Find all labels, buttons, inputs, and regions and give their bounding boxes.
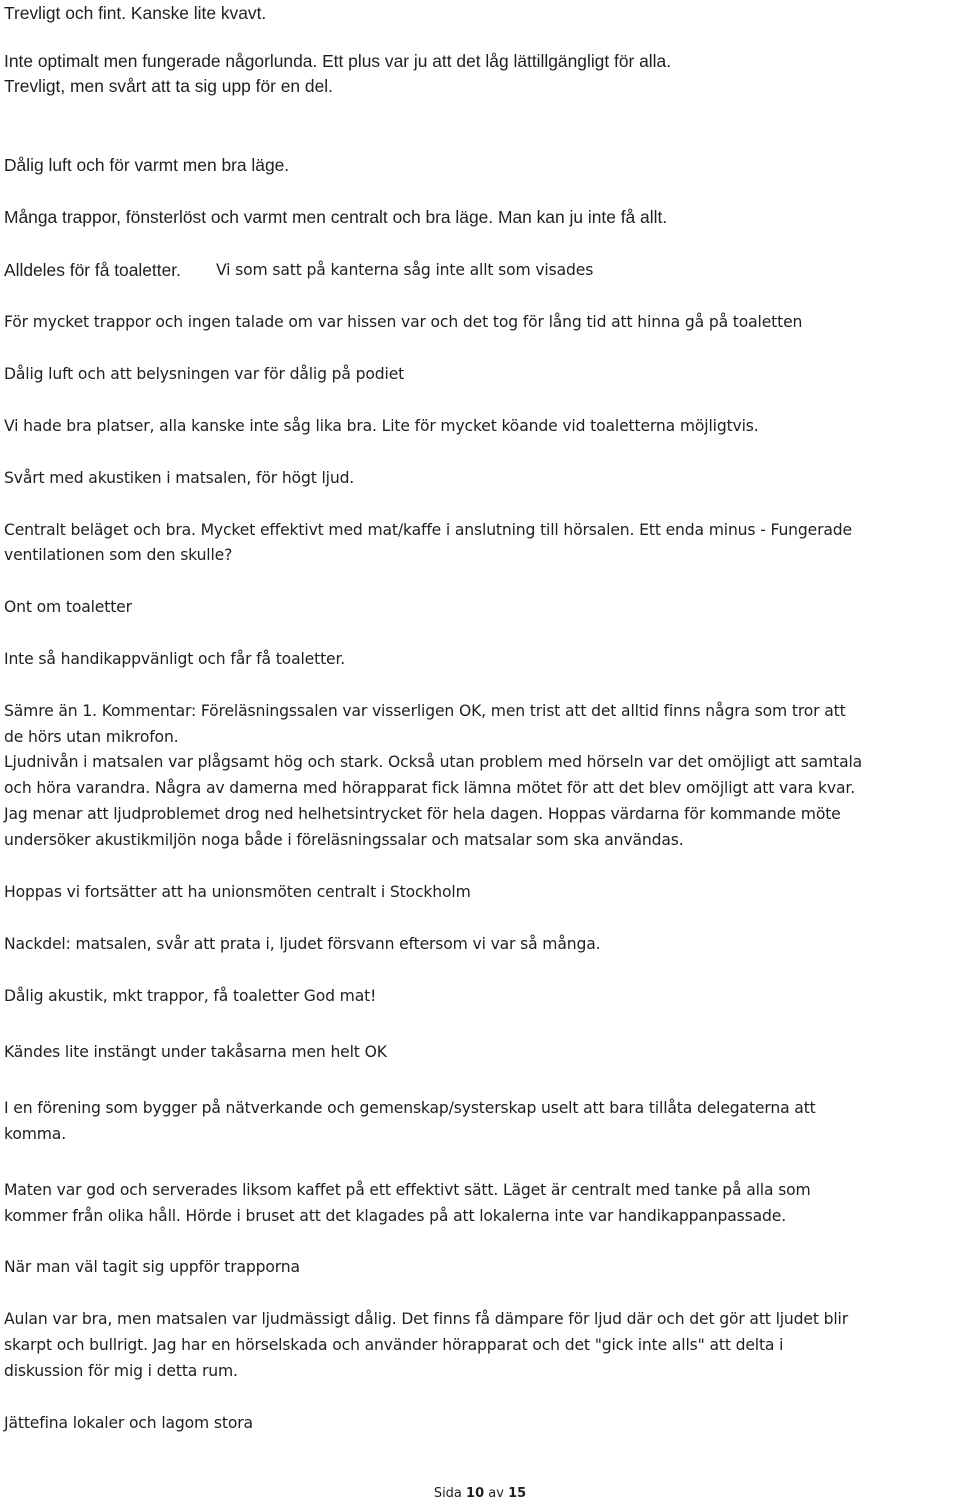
text-line: Dålig luft och att belysningen var för dålig på podiet [4, 365, 405, 383]
text-line: Svårt med akustiken i matsalen, för högt ljud. [4, 469, 355, 487]
page-number-footer [0, 1486, 960, 1501]
text-line: Sämre än 1. Kommentar: Föreläsningssalen var visserligen OK, men trist att det alltid finns några som tror att [4, 702, 846, 720]
text-line: Nackdel: matsalen, svår att prata i, ljudet försvann eftersom vi var så många. [4, 935, 601, 953]
text-line: Trevligt, men svårt att ta sig upp för en del. [4, 76, 333, 96]
text-line: skarpt och bullrigt. Jag har en hörselskada och använder hörapparat och det "gick inte alls" att delta i [4, 1336, 784, 1354]
text-line: undersöker akustikmiljön noga både i föreläsningssalar och matsalar som ska användas. [4, 831, 684, 849]
text-line: I en förening som bygger på nätverkande och gemenskap/systerskap uselt att bara tillåta delegaterna att [4, 1099, 816, 1117]
text-line: Maten var god och serverades liksom kaffet på ett effektivt sätt. Läget är centralt med tanke på alla som [4, 1181, 811, 1199]
total-page-number: 15 [508, 1486, 527, 1501]
text-line: Alldeles för få toaletter. [4, 260, 181, 280]
text-line: komma. [4, 1125, 67, 1143]
text-line: Hoppas vi fortsätter att ha unionsmöten centralt i Stockholm [4, 883, 471, 901]
current-page-number: 10 [466, 1486, 485, 1501]
text-line: Jag menar att ljudproblemet drog ned helhetsintrycket för hela dagen. Hoppas värdarna för kommande möte [4, 805, 841, 823]
text-line: Ljudnivån i matsalen var plågsamt hög och stark. Också utan problem med hörseln var det omöjligt att samtala [4, 753, 863, 771]
text-line: Aulan var bra, men matsalen var ljudmässigt dålig. Det finns få dämpare för ljud där och det gör att ljudet blir [4, 1310, 849, 1328]
text-line: Inte så handikappvänligt och får få toaletter. [4, 650, 346, 668]
text-line: Ont om toaletter [4, 598, 132, 616]
text-line: Vi som satt på kanterna såg inte allt som visades [216, 261, 594, 279]
text-line: För mycket trappor och ingen talade om var hissen var och det tog för lång tid att hinna gå på toaletten [4, 313, 803, 331]
text-line: Jättefina lokaler och lagom stora [4, 1414, 253, 1432]
text-line: Dålig luft och för varmt men bra läge. [4, 155, 290, 175]
footer-prefix: Sida [433, 1486, 462, 1501]
text-line: När man väl tagit sig uppför trapporna [4, 1258, 300, 1276]
text-line: ventilationen som den skulle? [4, 546, 233, 564]
text-line: Vi hade bra platser, alla kanske inte såg lika bra. Lite för mycket köande vid toaletterna möjligtvis. [4, 417, 759, 435]
text-line: och höra varandra. Några av damerna med hörapparat fick lämna mötet för att det blev omöjligt att vara kvar. [4, 779, 856, 797]
text-line: kommer från olika håll. Hörde i bruset att det klagades på att lokalerna inte var handikappanpassade. [4, 1207, 787, 1225]
text-line: Dålig akustik, mkt trappor, få toaletter God mat! [4, 987, 377, 1005]
text-line: Trevligt och fint. Kanske lite kvavt. [4, 3, 267, 23]
text-line: Centralt beläget och bra. Mycket effektivt med mat/kaffe i anslutning till hörsalen. Ett enda minus - Fungerade [4, 521, 852, 539]
text-line: Inte optimalt men fungerade någorlunda. Ett plus var ju att det låg lättillgängligt för alla. [4, 51, 672, 71]
text-line: diskussion för mig i detta rum. [4, 1362, 238, 1380]
text-line: de hörs utan mikrofon. [4, 728, 179, 746]
footer-middle: av [488, 1486, 504, 1501]
text-line: Kändes lite instängt under takåsarna men helt OK [4, 1043, 387, 1061]
text-line: Många trappor, fönsterlöst och varmt men centralt och bra läge. Man kan ju inte få allt. [4, 207, 668, 227]
